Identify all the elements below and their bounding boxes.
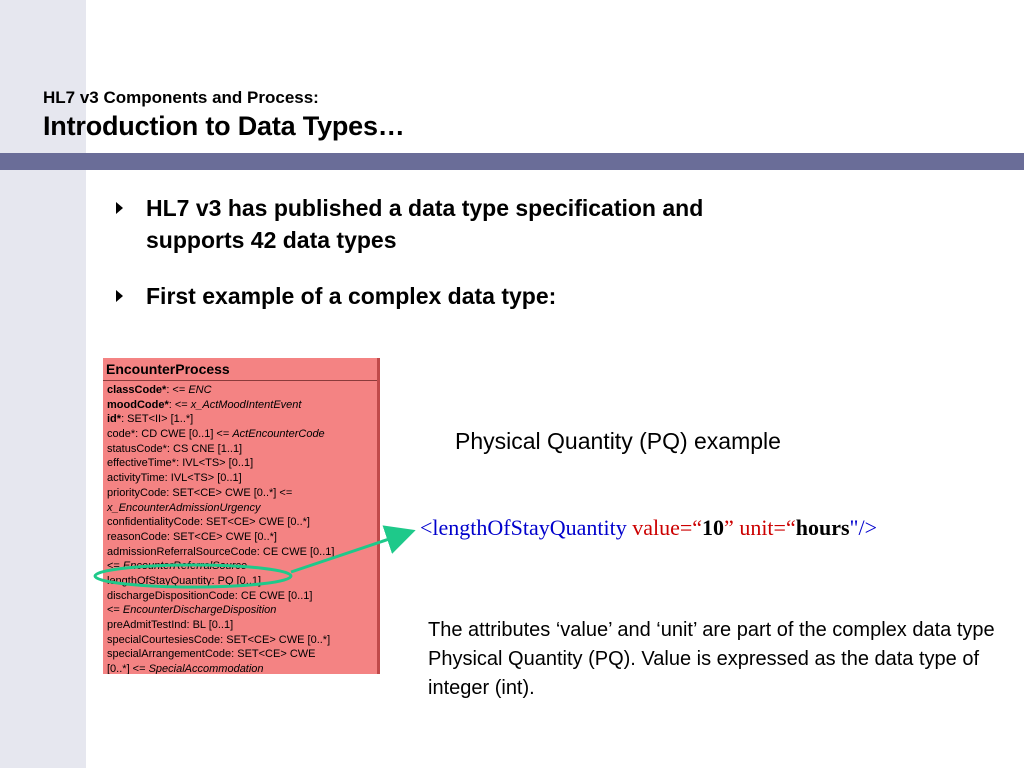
uml-attribute-name: id*	[107, 413, 122, 426]
slide-title: Introduction to Data Types…	[43, 111, 405, 141]
uml-attribute-name: specialArrangementCode: SET<CE> CWE	[107, 648, 316, 661]
uml-attribute-name: priorityCode: SET<CE> CWE [0..*] <=	[107, 486, 293, 499]
xml-attr-unit: hours	[795, 515, 850, 540]
bullet-line-1: HL7 v3 has published a data type specification and	[146, 195, 704, 221]
uml-attribute-vocab: SpecialAccommodation	[148, 663, 264, 674]
uml-attribute-name: lengthOfStayQuantity: PQ [0..1]	[107, 574, 262, 587]
slide-subtitle: HL7 v3 Components and Process:	[43, 88, 319, 107]
uml-attribute-name: statusCode*: CS CNE [1..1]	[107, 442, 243, 455]
bullet-line-1: First example of a complex data type:	[146, 283, 557, 309]
uml-class-name: EncounterProcess	[103, 358, 377, 381]
uml-attribute-type: : <=	[166, 384, 189, 396]
uml-attribute-vocab: x_EncounterAdmissionUrgency	[107, 501, 261, 514]
pq-example-caption: Physical Quantity (PQ) example	[455, 428, 781, 454]
highlight-arrow	[291, 532, 410, 572]
highlight-ellipse	[95, 565, 291, 587]
uml-attribute-name: admissionReferralSourceCode: CE CWE [0..1]	[107, 545, 335, 558]
uml-attribute-name: confidentialityCode: SET<CE> CWE [0..*]	[107, 516, 310, 529]
xml-attr-value-name: value=“	[632, 515, 703, 540]
uml-attribute-name: reasonCode: SET<CE> CWE [0..*]	[107, 530, 277, 543]
explanation-note: The attributes ‘value’ and ‘unit’ are part of the complex data type Physical Quantity (PQ). Value is expressed as the data type of integer (int).	[428, 619, 995, 699]
uml-attribute-vocab: x_ActMoodIntentEvent	[190, 398, 302, 411]
xml-attr-unit-name: unit=“	[739, 515, 796, 540]
uml-attribute-name: moodCode*	[107, 398, 169, 411]
uml-attribute-name: effectiveTime*: IVL<TS> [0..1]	[107, 457, 254, 470]
uml-attribute-name: specialCourtesiesCode: SET<CE> CWE [0..*]	[107, 633, 331, 646]
uml-attribute-vocab: ActEncounterCode	[232, 428, 325, 441]
xml-attr-value: 10	[702, 515, 725, 540]
uml-attribute-name: code*: CD CWE [0..1] <=	[107, 428, 233, 441]
xml-open-tag: <lengthOfStayQuantity	[420, 515, 633, 540]
uml-attribute-name: classCode*	[107, 384, 167, 396]
uml-attribute-vocab: ENC	[188, 384, 212, 396]
uml-attribute-name: [0..*] <=	[107, 663, 149, 674]
uml-attribute-name: activityTime: IVL<TS> [0..1]	[107, 472, 242, 485]
uml-attribute-name: <=	[107, 604, 123, 617]
xml-close-tag: "/>	[849, 515, 878, 540]
uml-attribute-type: : SET<II> [1..*]	[121, 413, 194, 426]
uml-attribute-name: preAdmitTestInd: BL [0..1]	[107, 619, 234, 631]
uml-attribute-vocab: EncounterDischargeDisposition	[122, 604, 277, 617]
xml-quote-close: ”	[724, 515, 740, 540]
uml-attribute-name: <=	[107, 560, 123, 573]
uml-attribute-vocab: EncounterReferralSource	[122, 560, 248, 573]
uml-attribute-type: : <=	[168, 398, 191, 411]
uml-attribute-name: dischargeDispositionCode: CE CWE [0..1]	[107, 589, 313, 602]
bullet-line-2: supports 42 data types	[146, 227, 397, 253]
